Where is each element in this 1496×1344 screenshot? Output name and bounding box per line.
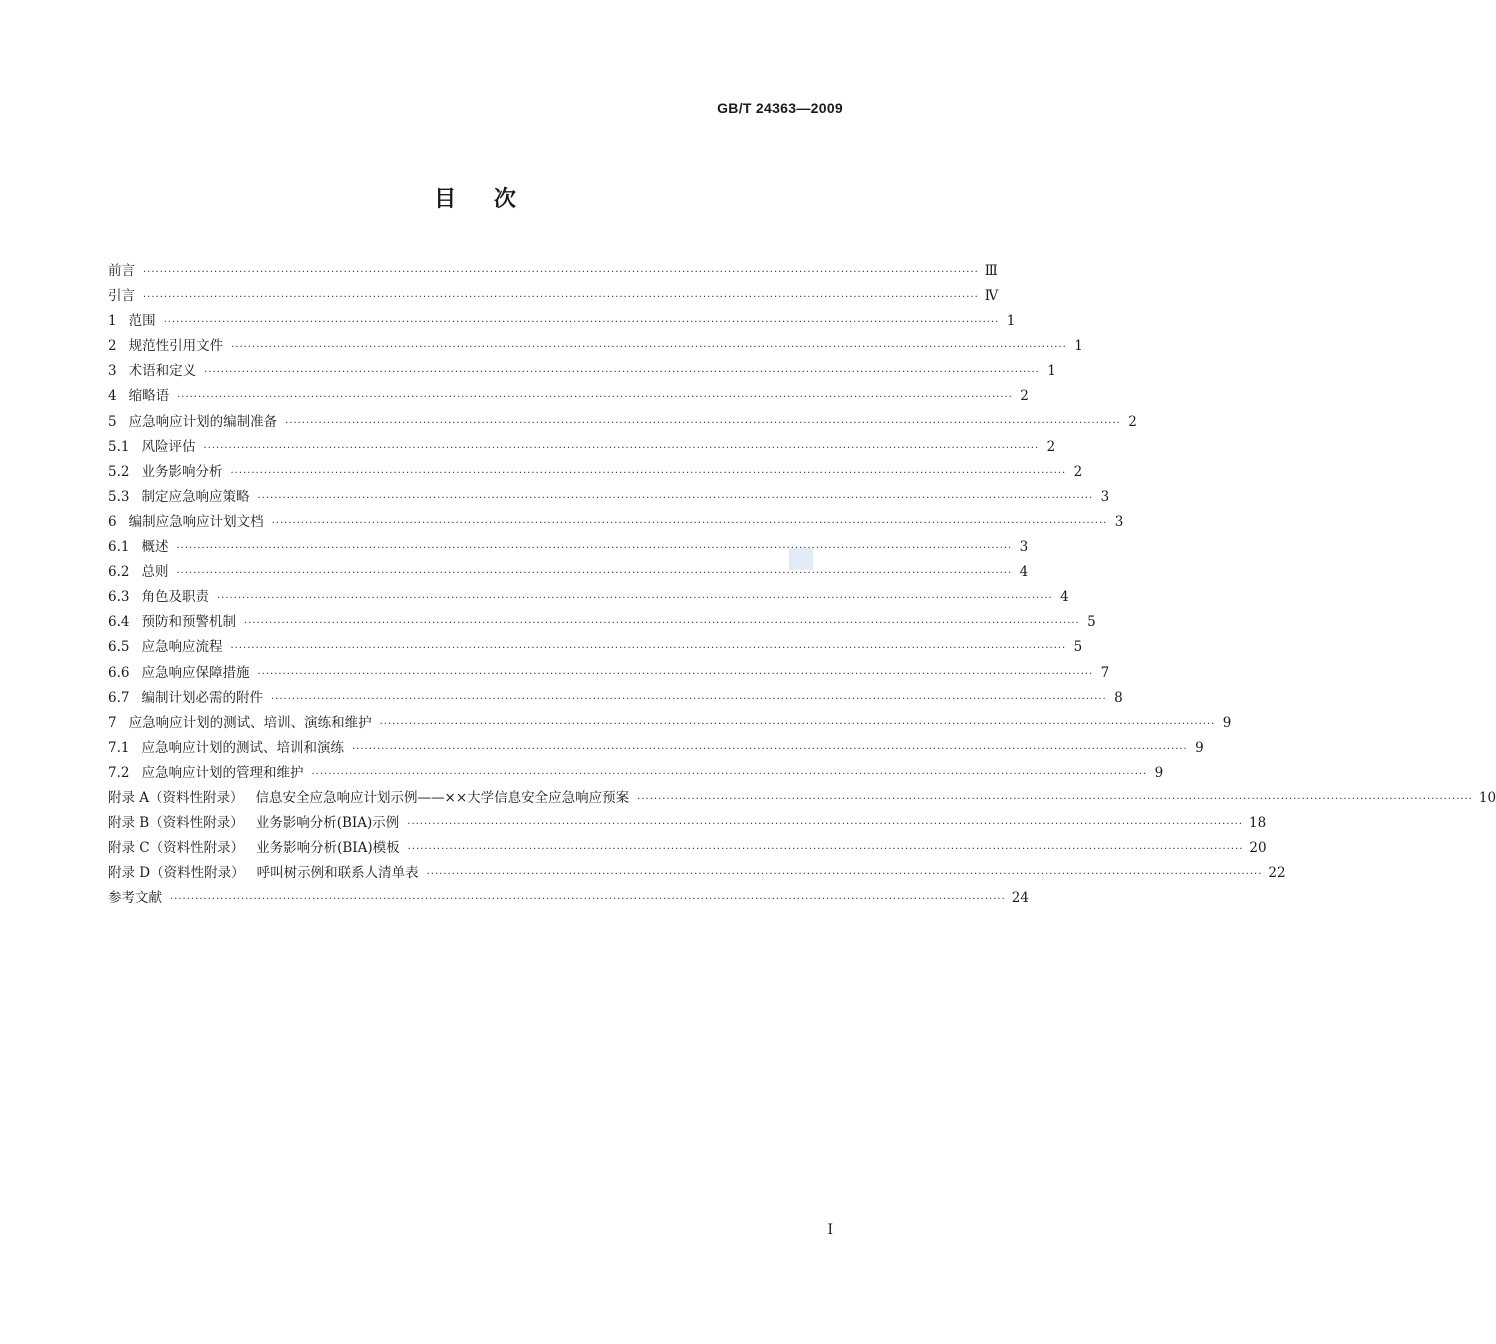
toc-leader-dots: ········································································································································································································ [203, 442, 1040, 454]
toc-entry-page: 5 [1073, 639, 1083, 656]
toc-entry-label: 前言 [108, 263, 135, 279]
toc-leader-dots: ········································································································································································································ [230, 467, 1067, 479]
toc-entry[interactable] [108, 485, 1110, 510]
toc-leader-dots: ········································································································································································································ [270, 693, 1107, 705]
toc-entry[interactable] [108, 560, 1029, 585]
toc-entry[interactable] [108, 711, 1232, 736]
toc-entry-number: 3 [108, 363, 117, 380]
title-part-2: 次 [493, 187, 516, 212]
toc-entry-label: 应急响应计划的管理和维护 [141, 764, 304, 781]
toc-entry-label: 编制应急响应计划文档 [128, 513, 264, 530]
toc-entry[interactable] [108, 309, 1016, 334]
toc-entry-label: 业务影响分析(BIA)示例 [255, 815, 400, 832]
toc-entry-page: 5 [1087, 614, 1096, 631]
toc-entry-number: 6.5 [108, 639, 130, 656]
toc-leader-dots: ········································································································································································································ [257, 492, 1094, 504]
toc-entry-number: 6.4 [108, 614, 130, 631]
toc-entry-number: 5.1 [108, 438, 130, 455]
toc-entry-label: 编制计划必需的附件 [141, 689, 263, 706]
toc-entry-number: 附录 A（资料性附录） [108, 789, 244, 806]
toc-entry-page: 2 [1046, 438, 1056, 455]
toc-leader-dots: ········································································································································································································ [311, 768, 1148, 780]
toc-entry-number: 7 [108, 714, 117, 731]
toc-entry-page: 24 [1011, 890, 1029, 907]
toc-entry-label: 参考文献 [108, 890, 162, 907]
toc-entry-label: 呼叫树示例和联系人清单表 [256, 865, 419, 882]
toc-entry-page: 2 [1020, 388, 1029, 405]
toc-leader-dots: ········································································································································································································ [170, 894, 1006, 906]
toc-entry-label: 风险评估 [141, 438, 196, 455]
toc-entry-label: 概述 [141, 539, 169, 556]
toc-entry-label: 总则 [141, 564, 169, 581]
toc-entry-number: 6.1 [108, 539, 130, 556]
toc-entry[interactable] [108, 786, 1496, 811]
toc-entry[interactable] [108, 435, 1056, 460]
toc-entry-number: 7.1 [108, 739, 130, 756]
toc-leader-dots: ········································································································································································································ [143, 292, 979, 304]
toc-entry-number: 附录 D（资料性附录） [108, 865, 245, 882]
toc-entry-number: 5 [108, 413, 117, 430]
toc-entry-page: 2 [1073, 463, 1083, 480]
toc-entry-number: 6.2 [108, 564, 130, 581]
toc-entry-number: 4 [108, 388, 117, 405]
toc-entry[interactable] [108, 761, 1164, 786]
toc-leader-dots: ········································································································································································································ [243, 618, 1080, 630]
toc-entry-number: 2 [108, 338, 117, 355]
toc-entry-page: 4 [1060, 589, 1069, 606]
table-of-contents [108, 259, 1496, 911]
toc-entry-number: 6.7 [108, 689, 130, 706]
toc-entry[interactable] [108, 535, 1029, 560]
toc-entry-page: 1 [1074, 338, 1083, 355]
toc-entry-label: 术语和定义 [128, 363, 197, 380]
toc-entry-label: 业务影响分析 [141, 463, 223, 480]
toc-leader-dots: ········································································································································································································ [257, 668, 1094, 680]
toc-entry-number: 6.3 [108, 589, 130, 606]
toc-entry-number: 6.6 [108, 664, 130, 681]
toc-entry-page: 9 [1222, 714, 1232, 731]
toc-entry-page: 10 [1478, 789, 1496, 806]
toc-entry[interactable] [108, 886, 1029, 911]
toc-entry[interactable] [108, 736, 1204, 761]
toc-entry-number: 附录 C（资料性附录） [108, 840, 245, 857]
toc-entry-page: 1 [1006, 313, 1016, 330]
toc-entry-page: 4 [1019, 564, 1029, 581]
toc-leader-dots: ········································································································································································································ [230, 643, 1067, 655]
toc-leader-dots: ········································································································································································································ [231, 342, 1067, 354]
toc-entry[interactable] [108, 334, 1083, 359]
toc-entry[interactable] [108, 384, 1029, 409]
toc-leader-dots: ········································································································································································································ [426, 869, 1263, 881]
toc-entry[interactable] [108, 861, 1286, 886]
toc-entry-page: Ⅲ [984, 263, 998, 279]
title-part-1: 目 [434, 187, 457, 212]
toc-entry-page: 2 [1128, 413, 1137, 430]
toc-entry[interactable] [108, 410, 1137, 435]
toc-entry-label: 信息安全应急响应计划示例——××大学信息安全应急响应预案 [255, 789, 630, 806]
toc-entry[interactable] [108, 811, 1267, 836]
toc-leader-dots: ········································································································································································································ [176, 543, 1013, 555]
toc-entry-number: 5.3 [108, 488, 130, 505]
toc-entry[interactable] [108, 259, 998, 284]
toc-entry[interactable] [108, 635, 1083, 660]
toc-entry-label: 应急响应流程 [141, 639, 223, 656]
toc-entry-page: 18 [1249, 815, 1267, 832]
toc-leader-dots: ········································································································································································································ [351, 743, 1188, 755]
toc-leader-dots: ········································································································································································································ [271, 517, 1108, 529]
toc-entry-page: 9 [1154, 764, 1164, 781]
toc-entry[interactable] [108, 610, 1096, 635]
toc-leader-dots: ········································································································································································································ [407, 844, 1244, 856]
toc-leader-dots: ········································································································································································································ [216, 593, 1053, 605]
toc-entry-page: 1 [1047, 363, 1056, 380]
toc-entry-label: 引言 [108, 288, 135, 305]
toc-entry-label: 制定应急响应策略 [141, 488, 250, 505]
toc-entry-label: 角色及职责 [141, 589, 209, 606]
toc-entry[interactable] [108, 686, 1123, 711]
toc-leader-dots: ········································································································································································································ [177, 392, 1013, 404]
toc-leader-dots: ········································································································································································································ [204, 367, 1040, 379]
toc-entry[interactable] [108, 460, 1083, 485]
toc-entry-label: 范围 [128, 313, 156, 330]
toc-entry-number: 1 [108, 313, 117, 330]
toc-entry-page: 22 [1268, 865, 1286, 882]
toc-leader-dots: ········································································································································································································ [379, 718, 1216, 730]
toc-entry-label: 规范性引用文件 [128, 338, 224, 355]
toc-entry[interactable] [108, 836, 1267, 861]
toc-leader-dots: ········································································································································································································ [143, 267, 979, 278]
toc-entry-label: 缩略语 [128, 388, 170, 405]
toc-entry-label: 应急响应保障措施 [141, 664, 250, 681]
toc-entry-page: 9 [1195, 739, 1204, 756]
toc-entry-number: 附录 B（资料性附录） [108, 815, 244, 832]
page-number: I [827, 1222, 833, 1238]
toc-leader-dots: ········································································································································································································ [407, 819, 1244, 831]
toc-leader-dots: ········································································································································································································ [163, 317, 1000, 329]
toc-leader-dots: ········································································································································································································ [285, 417, 1121, 429]
toc-entry-label: 应急响应计划的测试、培训和演练 [141, 739, 344, 756]
toc-entry[interactable] [108, 284, 999, 309]
toc-entry[interactable] [108, 510, 1124, 535]
toc-entry-label: 业务影响分析(BIA)模板 [256, 840, 400, 857]
toc-entry-page: 3 [1114, 513, 1124, 530]
toc-entry-page: 7 [1100, 664, 1110, 681]
toc-entry-label: 应急响应计划的编制准备 [128, 413, 278, 430]
toc-entry-label: 应急响应计划的测试、培训、演练和维护 [128, 714, 372, 731]
toc-entry-page: Ⅳ [984, 288, 999, 305]
toc-entry-page: 3 [1100, 488, 1110, 505]
toc-leader-dots: ········································································································································································································ [176, 568, 1013, 580]
standard-number: GB/T 24363—2009 [717, 100, 843, 116]
toc-leader-dots: ········································································································································································································ [637, 793, 1473, 805]
toc-entry[interactable] [108, 661, 1110, 686]
toc-entry-number: 5.2 [108, 463, 130, 480]
toc-entry-number: 6 [108, 513, 117, 530]
toc-entry[interactable] [108, 359, 1056, 384]
toc-entry-number: 7.2 [108, 764, 130, 781]
toc-entry-label: 预防和预警机制 [141, 614, 236, 631]
toc-entry-page: 20 [1249, 840, 1267, 857]
toc-entry-page: 8 [1114, 689, 1123, 706]
page-title [0, 182, 950, 213]
toc-entry-page: 3 [1019, 539, 1029, 556]
toc-entry[interactable] [108, 585, 1069, 610]
